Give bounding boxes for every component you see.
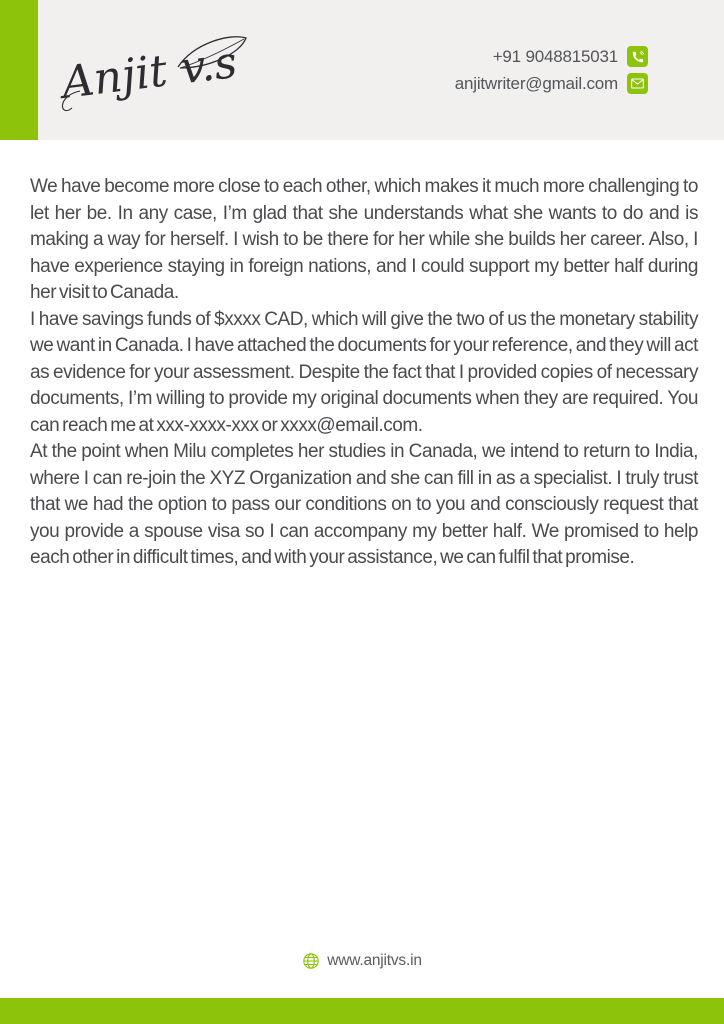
email-address: anjitwriter@gmail.com: [454, 73, 618, 93]
phone-icon: [627, 46, 648, 67]
header: [0, 0, 724, 140]
letter-paragraph: At the point when Milu completes her studies in Canada, we intend to return to India, where I can re-join the XYZ Organization and she can fill in as a specialist. I truly trust that we had the option to pass our conditions on to you and consciously request that you provide a spouse visa so I can accompany my better half. We promised to help each other in difficult times, and with your assistance, we can fulfil that promise.: [30, 441, 698, 568]
website-url: www.anjitvs.in: [327, 952, 422, 969]
contact-info: [455, 46, 648, 94]
phone-number: +91 9048815031: [492, 46, 618, 66]
signature-logo: [56, 12, 271, 127]
logo: [56, 12, 271, 127]
mail-icon: [627, 73, 648, 94]
left-accent-bar: [0, 0, 38, 140]
letter-paragraph: We have become more close to each other, which makes it much more challenging to let her be. In any case, I’m glad that she understands what she wants to do and is making a way for herself. I wish to be there for her while she builds her career. Also, I have experience staying in foreign nations, and I could support my better half during her visit to Canada.: [30, 176, 698, 303]
logo-text: Anjit v.s: [59, 36, 240, 109]
letter-paragraph: I have savings funds of $xxxx CAD, which will give the two of us the monetary stability we want in Canada. I have attached the documents for your reference, and they will act as evidence for your assessment. Despite the fact that I provided copies of necessary documents, I’m willing to provide my original documents when they are required. You can reach me at xxx-xxxx-xxx or xxxx@email.com.: [30, 308, 698, 436]
contact-phone-row: [493, 46, 648, 67]
footer: [0, 946, 724, 976]
bottom-accent-bar: [0, 998, 724, 1024]
letter-body: [30, 174, 698, 572]
globe-icon: [302, 952, 320, 970]
contact-email-row: [455, 73, 648, 94]
